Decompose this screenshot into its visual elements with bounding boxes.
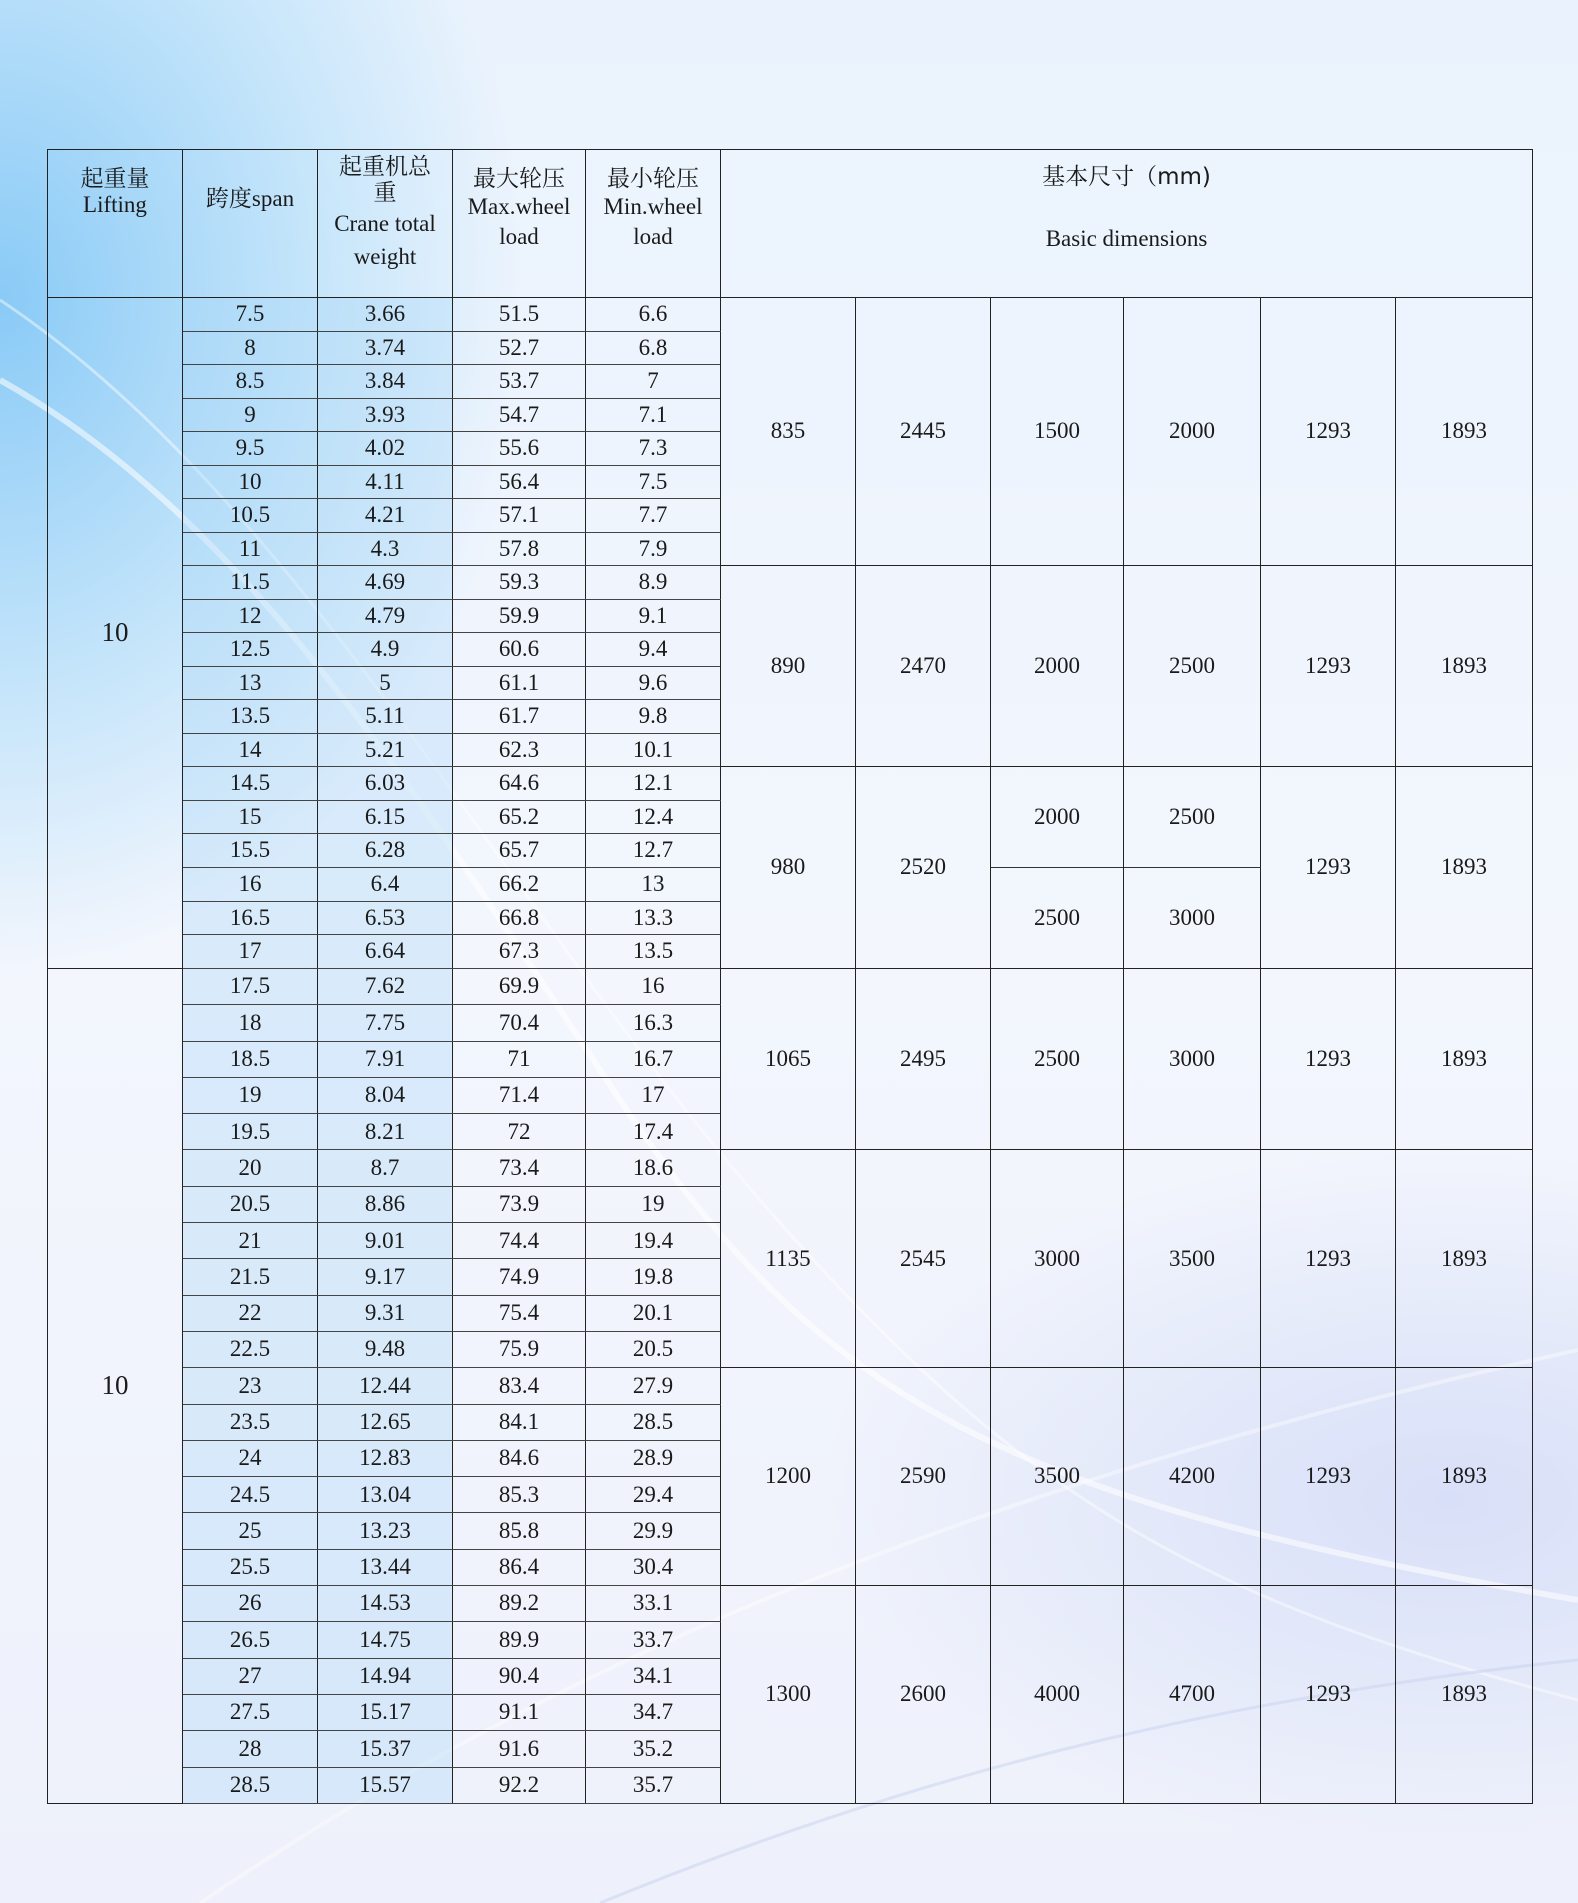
dimension-cell-4: 2000	[1124, 298, 1261, 566]
min-load-cell: 7.3	[586, 432, 721, 466]
span-cell: 18.5	[183, 1041, 318, 1077]
min-load-cell: 16.3	[586, 1005, 721, 1041]
max-load-cell: 56.4	[453, 465, 586, 499]
weight-cell: 3.84	[318, 365, 453, 399]
span-cell: 17	[183, 935, 318, 969]
max-load-cell: 72	[453, 1114, 586, 1150]
max-load-cell: 61.1	[453, 666, 586, 700]
dimension-cell-4	[1124, 767, 1261, 969]
max-load-cell: 69.9	[453, 969, 586, 1005]
span-cell: 21	[183, 1223, 318, 1259]
weight-cell: 9.48	[318, 1331, 453, 1367]
span-cell: 28.5	[183, 1767, 318, 1803]
dimension-cell-6: 1893	[1396, 1586, 1533, 1804]
min-load-cell: 6.8	[586, 331, 721, 365]
table-row	[48, 1368, 1533, 1404]
weight-cell: 8.86	[318, 1186, 453, 1222]
dimension-cell-1: 890	[721, 566, 856, 767]
max-load-cell: 91.6	[453, 1731, 586, 1767]
weight-cell: 5.21	[318, 733, 453, 767]
span-cell: 19	[183, 1077, 318, 1113]
dimension-cell-5: 1293	[1261, 298, 1396, 566]
max-load-cell: 73.4	[453, 1150, 586, 1186]
min-load-cell: 7.1	[586, 398, 721, 432]
span-cell: 8.5	[183, 365, 318, 399]
weight-cell: 12.44	[318, 1368, 453, 1404]
dimension-cell-1: 835	[721, 298, 856, 566]
min-load-cell: 20.1	[586, 1295, 721, 1331]
min-load-cell: 17.4	[586, 1114, 721, 1150]
min-load-cell: 9.6	[586, 666, 721, 700]
weight-cell: 7.75	[318, 1005, 453, 1041]
dimension-cell-1: 1065	[721, 969, 856, 1150]
weight-cell: 6.64	[318, 935, 453, 969]
weight-cell: 13.04	[318, 1477, 453, 1513]
min-load-cell: 30.4	[586, 1549, 721, 1585]
min-load-cell: 12.4	[586, 800, 721, 834]
span-cell: 26.5	[183, 1622, 318, 1658]
max-load-cell: 61.7	[453, 700, 586, 734]
span-cell: 17.5	[183, 969, 318, 1005]
max-load-cell: 57.8	[453, 532, 586, 566]
weight-cell: 9.31	[318, 1295, 453, 1331]
min-load-cell: 12.7	[586, 834, 721, 868]
max-load-cell: 85.3	[453, 1477, 586, 1513]
max-load-cell: 55.6	[453, 432, 586, 466]
span-cell: 7.5	[183, 298, 318, 332]
span-cell: 16	[183, 867, 318, 901]
max-load-cell: 84.6	[453, 1440, 586, 1476]
min-load-cell: 7	[586, 365, 721, 399]
weight-cell: 7.91	[318, 1041, 453, 1077]
span-cell: 15.5	[183, 834, 318, 868]
weight-cell: 5.11	[318, 700, 453, 734]
min-load-cell: 13	[586, 867, 721, 901]
dimension-cell-2: 2590	[856, 1368, 991, 1586]
max-load-cell: 62.3	[453, 733, 586, 767]
max-load-cell: 85.8	[453, 1513, 586, 1549]
max-load-cell: 91.1	[453, 1694, 586, 1730]
span-cell: 10	[183, 465, 318, 499]
weight-cell: 12.65	[318, 1404, 453, 1440]
min-load-cell: 29.4	[586, 1477, 721, 1513]
min-load-cell: 19.8	[586, 1259, 721, 1295]
table-row	[48, 1150, 1533, 1186]
max-load-cell: 66.2	[453, 867, 586, 901]
dimension-cell-6: 1893	[1396, 566, 1533, 767]
table-row	[48, 298, 1533, 332]
weight-cell: 6.03	[318, 767, 453, 801]
span-cell: 16.5	[183, 901, 318, 935]
span-cell: 24	[183, 1440, 318, 1476]
dimension-cell-2: 2470	[856, 566, 991, 767]
max-load-cell: 71	[453, 1041, 586, 1077]
span-cell: 27.5	[183, 1694, 318, 1730]
min-load-cell: 13.5	[586, 935, 721, 969]
dimension-cell-4: 2500	[1124, 566, 1261, 767]
dimension-cell-3: 2500	[991, 969, 1124, 1150]
header-span	[183, 150, 318, 298]
max-load-cell: 74.4	[453, 1223, 586, 1259]
min-load-cell: 10.1	[586, 733, 721, 767]
min-load-cell: 7.9	[586, 532, 721, 566]
span-cell: 12	[183, 599, 318, 633]
min-load-cell: 28.9	[586, 1440, 721, 1476]
max-load-cell: 86.4	[453, 1549, 586, 1585]
dimension-split-top: 2500	[1124, 767, 1260, 868]
weight-cell: 4.69	[318, 566, 453, 600]
dimension-cell-4: 4200	[1124, 1368, 1261, 1586]
dimension-cell-5: 1293	[1261, 1368, 1396, 1586]
max-load-cell: 65.2	[453, 800, 586, 834]
max-load-cell: 89.9	[453, 1622, 586, 1658]
max-load-cell: 52.7	[453, 331, 586, 365]
dimension-cell-5: 1293	[1261, 969, 1396, 1150]
max-load-cell: 74.9	[453, 1259, 586, 1295]
span-cell: 20.5	[183, 1186, 318, 1222]
weight-cell: 9.01	[318, 1223, 453, 1259]
weight-cell: 8.04	[318, 1077, 453, 1113]
max-load-cell: 59.9	[453, 599, 586, 633]
min-load-cell: 19.4	[586, 1223, 721, 1259]
dimension-cell-3	[991, 767, 1124, 969]
max-load-cell: 54.7	[453, 398, 586, 432]
span-cell: 24.5	[183, 1477, 318, 1513]
dimension-split-bottom: 2500	[1034, 904, 1080, 930]
min-load-cell: 28.5	[586, 1404, 721, 1440]
weight-cell: 5	[318, 666, 453, 700]
crane-spec-table	[47, 149, 1533, 1804]
min-load-cell: 34.1	[586, 1658, 721, 1694]
span-cell: 22	[183, 1295, 318, 1331]
header-basic-dimensions: 基本尺寸（mm) Basic dimensions	[721, 150, 1533, 298]
weight-cell: 6.15	[318, 800, 453, 834]
weight-cell: 13.44	[318, 1549, 453, 1585]
max-load-cell: 59.3	[453, 566, 586, 600]
table-row	[48, 566, 1533, 600]
dimension-cell-5: 1293	[1261, 767, 1396, 969]
lifting-capacity-cell: 10	[48, 969, 183, 1804]
span-cell: 14.5	[183, 767, 318, 801]
span-cell: 26	[183, 1586, 318, 1622]
dimension-cell-3: 4000	[991, 1586, 1124, 1804]
min-load-cell: 7.7	[586, 499, 721, 533]
dimension-cell-6: 1893	[1396, 969, 1533, 1150]
span-cell: 18	[183, 1005, 318, 1041]
table-row	[48, 969, 1533, 1005]
weight-cell: 3.74	[318, 331, 453, 365]
dimension-cell-2: 2600	[856, 1586, 991, 1804]
dimension-cell-5: 1293	[1261, 566, 1396, 767]
span-cell: 9.5	[183, 432, 318, 466]
weight-cell: 14.53	[318, 1586, 453, 1622]
max-load-cell: 51.5	[453, 298, 586, 332]
dimension-cell-3: 3500	[991, 1368, 1124, 1586]
span-cell: 11	[183, 532, 318, 566]
span-cell: 10.5	[183, 499, 318, 533]
span-cell: 23	[183, 1368, 318, 1404]
max-load-cell: 90.4	[453, 1658, 586, 1694]
weight-cell: 13.23	[318, 1513, 453, 1549]
dimension-cell-4: 4700	[1124, 1586, 1261, 1804]
min-load-cell: 13.3	[586, 901, 721, 935]
span-cell: 21.5	[183, 1259, 318, 1295]
max-load-cell: 66.8	[453, 901, 586, 935]
header-lifting: 起重量 Lifting	[48, 150, 183, 298]
span-cell: 23.5	[183, 1404, 318, 1440]
max-load-cell: 57.1	[453, 499, 586, 533]
max-load-cell: 75.9	[453, 1331, 586, 1367]
weight-cell: 3.93	[318, 398, 453, 432]
weight-cell: 4.9	[318, 633, 453, 667]
weight-cell: 4.3	[318, 532, 453, 566]
max-load-cell: 92.2	[453, 1767, 586, 1803]
dimension-cell-6: 1893	[1396, 1368, 1533, 1586]
weight-cell: 4.02	[318, 432, 453, 466]
span-cell: 13.5	[183, 700, 318, 734]
weight-cell: 6.53	[318, 901, 453, 935]
dimension-cell-3: 2000	[991, 566, 1124, 767]
min-load-cell: 20.5	[586, 1331, 721, 1367]
table-row	[48, 767, 1533, 801]
header-min-load: 最小轮压 Min.wheel load	[586, 150, 721, 298]
max-load-cell: 75.4	[453, 1295, 586, 1331]
weight-cell: 6.4	[318, 867, 453, 901]
min-load-cell: 7.5	[586, 465, 721, 499]
dimension-split-bottom: 3000	[1169, 904, 1215, 930]
min-load-cell: 6.6	[586, 298, 721, 332]
dimension-split-top: 2000	[991, 767, 1123, 868]
dimension-cell-4: 3500	[1124, 1150, 1261, 1368]
dimension-cell-1: 1200	[721, 1368, 856, 1586]
weight-cell: 3.66	[318, 298, 453, 332]
max-load-cell: 67.3	[453, 935, 586, 969]
weight-cell: 15.37	[318, 1731, 453, 1767]
min-load-cell: 16.7	[586, 1041, 721, 1077]
span-cell: 9	[183, 398, 318, 432]
min-load-cell: 35.2	[586, 1731, 721, 1767]
weight-cell: 4.79	[318, 599, 453, 633]
max-load-cell: 83.4	[453, 1368, 586, 1404]
dimension-cell-1: 980	[721, 767, 856, 969]
max-load-cell: 64.6	[453, 767, 586, 801]
min-load-cell: 9.1	[586, 599, 721, 633]
weight-cell: 4.11	[318, 465, 453, 499]
min-load-cell: 29.9	[586, 1513, 721, 1549]
weight-cell: 9.17	[318, 1259, 453, 1295]
span-cell: 27	[183, 1658, 318, 1694]
span-cell: 8	[183, 331, 318, 365]
weight-cell: 15.17	[318, 1694, 453, 1730]
span-cell: 12.5	[183, 633, 318, 667]
min-load-cell: 18.6	[586, 1150, 721, 1186]
weight-cell: 7.62	[318, 969, 453, 1005]
weight-cell: 8.21	[318, 1114, 453, 1150]
dimension-cell-6: 1893	[1396, 1150, 1533, 1368]
weight-cell: 15.57	[318, 1767, 453, 1803]
header-span-en: span	[251, 186, 295, 211]
lifting-capacity-cell: 10	[48, 298, 183, 969]
table-row	[48, 1586, 1533, 1622]
max-load-cell: 65.7	[453, 834, 586, 868]
dimension-cell-2: 2545	[856, 1150, 991, 1368]
max-load-cell: 60.6	[453, 633, 586, 667]
min-load-cell: 12.1	[586, 767, 721, 801]
weight-cell: 12.83	[318, 1440, 453, 1476]
span-cell: 19.5	[183, 1114, 318, 1150]
dimension-cell-6: 1893	[1396, 298, 1533, 566]
min-load-cell: 34.7	[586, 1694, 721, 1730]
dimension-cell-3: 3000	[991, 1150, 1124, 1368]
min-load-cell: 9.4	[586, 633, 721, 667]
dimension-cell-6: 1893	[1396, 767, 1533, 969]
weight-cell: 4.21	[318, 499, 453, 533]
span-cell: 13	[183, 666, 318, 700]
min-load-cell: 35.7	[586, 1767, 721, 1803]
max-load-cell: 89.2	[453, 1586, 586, 1622]
dimension-cell-2: 2520	[856, 767, 991, 969]
min-load-cell: 33.7	[586, 1622, 721, 1658]
dimension-cell-2: 2445	[856, 298, 991, 566]
weight-cell: 6.28	[318, 834, 453, 868]
dimension-cell-3: 1500	[991, 298, 1124, 566]
span-cell: 25.5	[183, 1549, 318, 1585]
weight-cell: 14.75	[318, 1622, 453, 1658]
max-load-cell: 53.7	[453, 365, 586, 399]
min-load-cell: 19	[586, 1186, 721, 1222]
span-cell: 11.5	[183, 566, 318, 600]
dimension-cell-5: 1293	[1261, 1586, 1396, 1804]
dimension-cell-1: 1300	[721, 1586, 856, 1804]
dimension-cell-2: 2495	[856, 969, 991, 1150]
min-load-cell: 17	[586, 1077, 721, 1113]
span-cell: 20	[183, 1150, 318, 1186]
span-cell: 14	[183, 733, 318, 767]
weight-cell: 8.7	[318, 1150, 453, 1186]
span-cell: 28	[183, 1731, 318, 1767]
max-load-cell: 73.9	[453, 1186, 586, 1222]
span-cell: 25	[183, 1513, 318, 1549]
dimension-cell-1: 1135	[721, 1150, 856, 1368]
weight-cell: 14.94	[318, 1658, 453, 1694]
header-weight: 起重机总重 Crane total weight	[318, 150, 453, 298]
dimension-cell-4: 3000	[1124, 969, 1261, 1150]
max-load-cell: 84.1	[453, 1404, 586, 1440]
min-load-cell: 9.8	[586, 700, 721, 734]
header-span-zh: 跨度	[205, 186, 252, 212]
dimension-cell-5: 1293	[1261, 1150, 1396, 1368]
header-max-load: 最大轮压 Max.wheel load	[453, 150, 586, 298]
min-load-cell: 27.9	[586, 1368, 721, 1404]
span-cell: 15	[183, 800, 318, 834]
min-load-cell: 16	[586, 969, 721, 1005]
min-load-cell: 33.1	[586, 1586, 721, 1622]
max-load-cell: 71.4	[453, 1077, 586, 1113]
max-load-cell: 70.4	[453, 1005, 586, 1041]
span-cell: 22.5	[183, 1331, 318, 1367]
min-load-cell: 8.9	[586, 566, 721, 600]
